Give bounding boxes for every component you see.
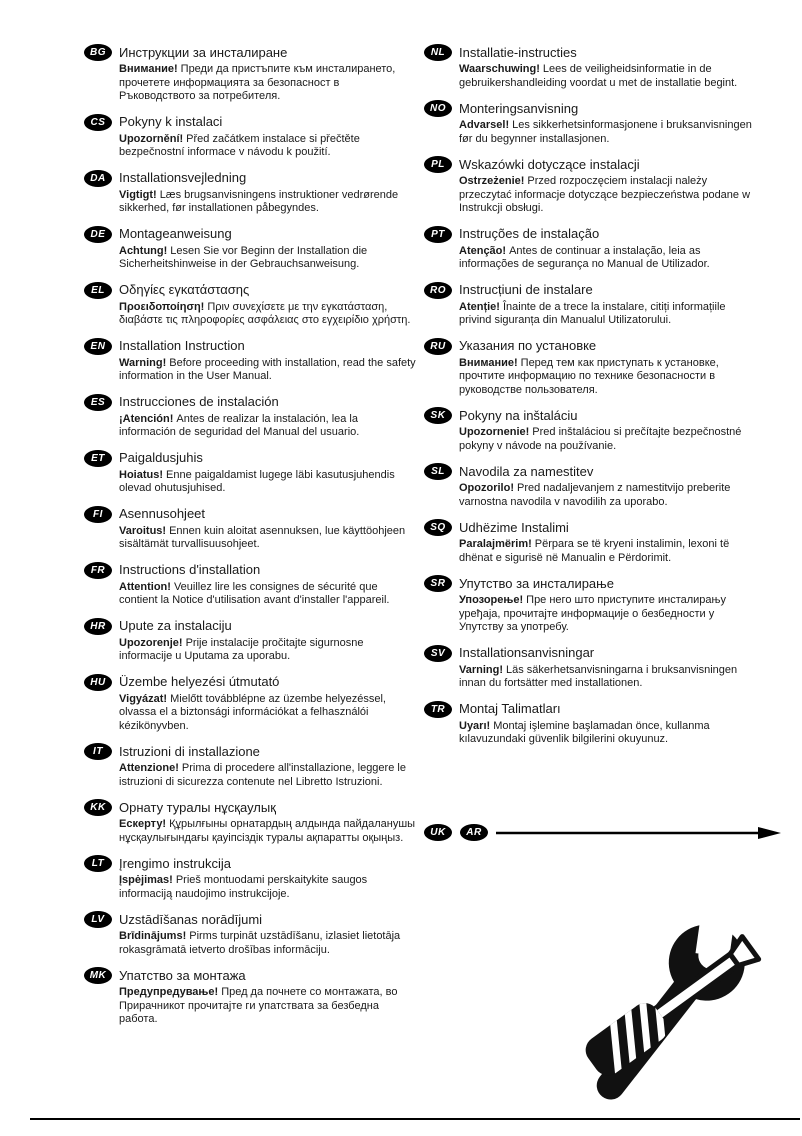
entry-body xyxy=(459,357,756,398)
entry-body xyxy=(119,986,416,1027)
language-entry xyxy=(84,282,416,328)
warning-word: Varoitus! xyxy=(119,524,167,537)
warning-word: Varning! xyxy=(459,663,504,676)
entry-header xyxy=(424,226,756,243)
language-code-badge: SR xyxy=(424,575,452,592)
entry-body xyxy=(459,664,756,691)
entry-text: Prije instalacije pročitajte sigurnosne informacije u Uputama za uporabu. xyxy=(119,636,364,662)
entry-body xyxy=(459,175,756,216)
entry-header xyxy=(84,618,416,635)
entry-title: Упутство за инсталирање xyxy=(459,575,614,591)
language-entry xyxy=(84,170,416,216)
entry-title: Upute za instalaciju xyxy=(119,618,232,633)
language-entry xyxy=(424,463,756,509)
entry-header xyxy=(84,562,416,579)
entry-title: Uzstādīšanas norādījumi xyxy=(119,911,263,927)
language-entry xyxy=(424,575,756,635)
entry-header xyxy=(424,44,756,61)
entry-body xyxy=(119,301,416,328)
entry-text: Ennen kuin aloitat asennuksen, lue käyttöohjeen sisältämät turvallisuusohjeet. xyxy=(119,524,406,550)
entry-text: Prieš montuodami perskaitykite saugos informaciją naudojimo instrukcijoje. xyxy=(119,874,368,900)
entry-body xyxy=(119,357,416,384)
entry-title: Указания по установке xyxy=(459,338,597,353)
language-code-badge: PL xyxy=(424,156,452,173)
language-code-badge: ET xyxy=(84,450,112,467)
entry-header xyxy=(84,674,416,691)
entry-text: Before proceeding with installation, read the safety information in the User Manual. xyxy=(119,356,416,382)
language-code-badge: HR xyxy=(84,618,112,635)
entry-header xyxy=(424,463,756,480)
entry-title: Asennusohjeet xyxy=(119,506,206,521)
language-code-badge: SV xyxy=(424,645,452,662)
language-entry xyxy=(424,407,756,453)
entry-header xyxy=(424,701,756,718)
language-entry xyxy=(84,967,416,1027)
entry-title: Paigaldusjuhis xyxy=(119,450,203,465)
warning-word: Ostrzeżenie! xyxy=(459,175,525,187)
warning-word: Внимание! xyxy=(459,356,518,369)
entry-text: Antes de continuar a instalação, leia as informações de segurança no Manual de Utilizador. xyxy=(459,244,710,270)
warning-word: Advarsel! xyxy=(459,119,510,131)
entry-text: Құрылғыны орнатардың алдында пайдаланушы нұсқаулығындағы қауіпсіздік туралы ақпаратты оқыңыз. xyxy=(119,818,416,844)
language-code-badge: LV xyxy=(84,911,112,928)
language-entry xyxy=(84,618,416,664)
entry-text: Пред да почнете со монтажата, во Прирачникот прочитајте ги упатствата за безбедна работа. xyxy=(119,986,398,1025)
entry-body xyxy=(119,133,416,160)
entry-text: Pred inštaláciou si prečítajte bezpečnostné pokyny v návode na používanie. xyxy=(459,426,742,452)
entry-title: Instruções de instalação xyxy=(459,226,600,241)
entry-body xyxy=(119,637,416,664)
language-code-badge: EL xyxy=(84,282,112,299)
entry-text: Montaj işlemine başlamadan önce, kullanma kılavuzundaki güvenlik bilgilerini okuyunuz. xyxy=(459,719,710,745)
entry-header xyxy=(84,743,416,760)
warning-word: Upozornenie! xyxy=(459,426,530,438)
language-code-badge: SL xyxy=(424,463,452,480)
entry-title: Wskazówki dotyczące instalacji xyxy=(459,156,640,172)
language-code-badge: CS xyxy=(84,114,112,131)
entry-body xyxy=(119,189,416,216)
warning-word: Įspėjimas! xyxy=(119,874,173,886)
entry-title: Упатство за монтажа xyxy=(119,967,246,983)
entry-title: Üzembe helyezési útmutató xyxy=(119,674,280,689)
entry-header xyxy=(424,645,756,662)
entry-title: Орнату туралы нұсқаулық xyxy=(119,799,276,815)
entry-text: Les sikkerhetsinformasjonene i bruksanvisningen før du begynner installasjonen. xyxy=(459,119,752,145)
entry-text: Lees de veiligheidsinformatie in de gebruikershandleiding voordat u met de installatie begint. xyxy=(459,63,738,89)
warning-word: ¡Atención! xyxy=(119,412,174,425)
language-code-badge: SQ xyxy=(424,519,452,536)
entry-body xyxy=(459,482,756,509)
entry-title: Installationsanvisningar xyxy=(459,645,595,660)
entry-body xyxy=(459,63,756,90)
language-code-badge: DA xyxy=(84,170,112,187)
entry-header xyxy=(84,967,416,984)
language-entry xyxy=(424,226,756,272)
language-code-badge: MK xyxy=(84,967,112,984)
entry-title: Инструкции за инсталиране xyxy=(119,44,288,60)
entry-title: Udhëzime Instalimi xyxy=(459,519,569,535)
entry-title: Οδηγίες εγκατάστασης xyxy=(119,282,250,297)
entry-body xyxy=(119,874,416,901)
entry-text: Antes de realizar la instalación, lea la información de seguridad del Manual del usuario. xyxy=(119,412,360,438)
language-entry xyxy=(84,506,416,552)
warning-word: Attention! xyxy=(119,580,171,593)
entry-title: Installationsvejledning xyxy=(119,170,247,185)
entry-title: Installatie-instructies xyxy=(459,44,577,60)
language-code-badge-ar: AR xyxy=(460,824,488,841)
language-entry xyxy=(424,44,756,90)
page-bottom-rule xyxy=(30,1118,800,1120)
entry-title: Installation Instruction xyxy=(119,338,245,353)
entry-body xyxy=(119,469,416,496)
entry-text: Mielőtt továbblépne az üzembe helyezéssel, olvassa el a biztonsági információkat a felhasználói kézikönyvben. xyxy=(119,692,386,732)
language-entry xyxy=(84,114,416,160)
language-code-badge: HU xyxy=(84,674,112,691)
entry-text: Перед тем как приступать к установке, прочтите информацию по технике безопасности в руководстве пользователя. xyxy=(459,356,719,396)
entry-body xyxy=(119,63,416,104)
warning-word: Hoiatus! xyxy=(119,468,163,481)
language-entry xyxy=(84,394,416,440)
entry-header xyxy=(84,506,416,523)
entry-text: Przed rozpoczęciem instalacji należy przeczytać informacje dotyczące bezpieczeństwa podane w Instrukcji obsługi. xyxy=(459,175,751,214)
warning-word: Warning! xyxy=(119,356,167,369)
entry-header xyxy=(424,575,756,592)
entry-body xyxy=(119,581,416,608)
entry-title: Pokyny k instalaci xyxy=(119,114,223,129)
language-entry xyxy=(84,338,416,384)
entry-text: Před začátkem instalace si přečtěte bezpečnostní informace v návodu k použití. xyxy=(119,132,360,158)
warning-word: Vigtigt! xyxy=(119,188,157,201)
entry-title: Monteringsanvisning xyxy=(459,100,579,116)
warning-word: Waarschuwing! xyxy=(459,63,540,75)
warning-word: Упозорење! xyxy=(459,594,524,606)
entry-body xyxy=(459,301,756,328)
language-entry xyxy=(424,100,756,146)
language-code-badge: NL xyxy=(424,44,452,61)
entry-text: Përpara se të kryeni instalimin, lexoni të dhënat e sigurisë në Manualin e Përdorimit. xyxy=(459,538,730,564)
entry-text: Пре него што приступите инсталирању уређаја, прочитајте информације о безбедности у Упутству за употребу. xyxy=(459,594,726,633)
language-code-badge: ES xyxy=(84,394,112,411)
warning-word: Προειδοποίηση! xyxy=(119,300,205,313)
entry-title: Istruzioni di installazione xyxy=(119,743,260,759)
warning-word: Ескерту! xyxy=(119,818,167,830)
warning-word: Achtung! xyxy=(119,244,168,257)
entry-header xyxy=(84,799,416,816)
entry-text: Lesen Sie vor Beginn der Installation die Sicherheitshinweise in der Gebrauchsanweisung. xyxy=(119,244,368,270)
entry-header xyxy=(84,394,416,411)
language-code-badge: FR xyxy=(84,562,112,579)
language-code-badge: LT xyxy=(84,855,112,872)
language-code-badge: SK xyxy=(424,407,452,424)
entry-text: Înainte de a trece la instalare, citiți informațiile privind siguranța din Manualul Utilizatorului. xyxy=(459,300,726,326)
entry-body xyxy=(119,525,416,552)
language-entry xyxy=(424,645,756,691)
entry-body xyxy=(459,426,756,453)
language-entry xyxy=(424,338,756,398)
language-code-badge: NO xyxy=(424,100,452,117)
entry-header xyxy=(84,44,416,61)
entry-text: Veuillez lire les consignes de sécurité que contient la Notice d'utilisation avant d'installer l'appareil. xyxy=(119,580,390,606)
entry-body xyxy=(459,594,756,635)
language-code-badge: FI xyxy=(84,506,112,523)
warning-word: Предупредување! xyxy=(119,986,219,998)
entry-title: Navodila za namestitev xyxy=(459,463,594,479)
entry-body xyxy=(459,538,756,565)
language-entry xyxy=(84,674,416,734)
language-entry xyxy=(84,743,416,789)
entry-title: Įrengimo instrukcija xyxy=(119,855,231,871)
entry-header xyxy=(84,226,416,243)
language-code-badge: PT xyxy=(424,226,452,243)
language-code-badge: KK xyxy=(84,799,112,816)
entry-body xyxy=(459,245,756,272)
language-entry xyxy=(84,562,416,608)
language-entry xyxy=(84,226,416,272)
entry-header xyxy=(84,114,416,131)
entry-text: Prima di procedere all'installazione, leggere le istruzioni di sicurezza contenute nel Libretto Istruzioni. xyxy=(119,762,406,788)
entry-body xyxy=(119,818,416,845)
tools-illustration xyxy=(556,884,796,1121)
language-code-badge: BG xyxy=(84,44,112,61)
entry-header xyxy=(424,156,756,173)
entry-text: Πριν συνεχίσετε με την εγκατάσταση, διαβάστε τις πληροφορίες ασφάλειας στο εγχειρίδιο χρήστη. xyxy=(119,300,411,326)
entry-header xyxy=(84,855,416,872)
language-entry xyxy=(84,911,416,957)
right-arrow-icon xyxy=(496,826,782,840)
warning-word: Vigyázat! xyxy=(119,692,168,705)
language-entry xyxy=(84,799,416,845)
warning-word: Uyarı! xyxy=(459,719,491,732)
entry-body xyxy=(119,693,416,734)
entry-header xyxy=(84,282,416,299)
language-code-badge: TR xyxy=(424,701,452,718)
warning-word: Brīdinājums! xyxy=(119,930,187,942)
entry-body xyxy=(119,245,416,272)
entry-header xyxy=(424,338,756,355)
entry-title: Montaj Talimatları xyxy=(459,701,561,716)
entry-title: Instrucțiuni de instalare xyxy=(459,282,593,297)
entry-body xyxy=(459,119,756,146)
entry-title: Instrucciones de instalación xyxy=(119,394,279,409)
warning-word: Attenzione! xyxy=(119,762,179,774)
warning-word: Opozorilo! xyxy=(459,482,514,494)
language-code-badge: IT xyxy=(84,743,112,760)
entry-text: Pirms turpināt uzstādīšanu, izlasiet lietotāja rokasgrāmatā ietverto drošības informāciju. xyxy=(119,930,401,956)
entry-body xyxy=(119,413,416,440)
left-column xyxy=(84,44,416,1037)
footer-language-row xyxy=(424,824,782,841)
language-entry xyxy=(424,519,756,565)
entry-header xyxy=(84,450,416,467)
entry-title: Montageanweisung xyxy=(119,226,232,241)
warning-word: Внимание! xyxy=(119,63,178,75)
entry-text: Læs brugsanvisningens instruktioner vedrørende sikkerhed, før installationen påbegyndes. xyxy=(119,188,399,214)
language-code-badge: RU xyxy=(424,338,452,355)
entry-header xyxy=(424,282,756,299)
entry-body xyxy=(119,930,416,957)
language-code-badge-uk: UK xyxy=(424,824,452,841)
entry-header xyxy=(84,338,416,355)
right-column xyxy=(424,44,756,757)
entry-header xyxy=(84,170,416,187)
entry-text: Enne paigaldamist lugege läbi kasutusjuhendis olevad ohutusjuhised. xyxy=(119,468,395,494)
language-entry xyxy=(424,156,756,216)
entry-header xyxy=(424,407,756,424)
language-entry xyxy=(424,701,756,747)
language-entry xyxy=(84,450,416,496)
entry-body xyxy=(459,720,756,747)
wrench-screwdriver-icon xyxy=(556,884,796,1116)
entry-text: Pred nadaljevanjem z namestitvijo preberite varnostna navodila v navodilih za uporabo. xyxy=(459,482,731,508)
language-entry xyxy=(424,282,756,328)
warning-word: Atenção! xyxy=(459,244,507,257)
entry-text: Преди да пристъпите към инсталирането, прочетете информацията за безопасност в Ръководството за потребителя. xyxy=(119,63,396,102)
language-entry xyxy=(84,44,416,104)
entry-title: Instructions d'installation xyxy=(119,562,261,577)
entry-header xyxy=(84,911,416,928)
entry-title: Pokyny na inštaláciu xyxy=(459,407,578,423)
warning-word: Paralajmërim! xyxy=(459,538,532,550)
entry-header xyxy=(424,519,756,536)
language-code-badge: EN xyxy=(84,338,112,355)
entry-body xyxy=(119,762,416,789)
language-code-badge: DE xyxy=(84,226,112,243)
warning-word: Atenție! xyxy=(459,300,500,313)
language-code-badge: RO xyxy=(424,282,452,299)
entry-text: Läs säkerhetsanvisningarna i bruksanvisningen innan du fortsätter med installationen. xyxy=(459,663,738,689)
entry-header xyxy=(424,100,756,117)
warning-word: Upozornění! xyxy=(119,132,184,145)
warning-word: Upozorenje! xyxy=(119,636,183,649)
language-entry xyxy=(84,855,416,901)
